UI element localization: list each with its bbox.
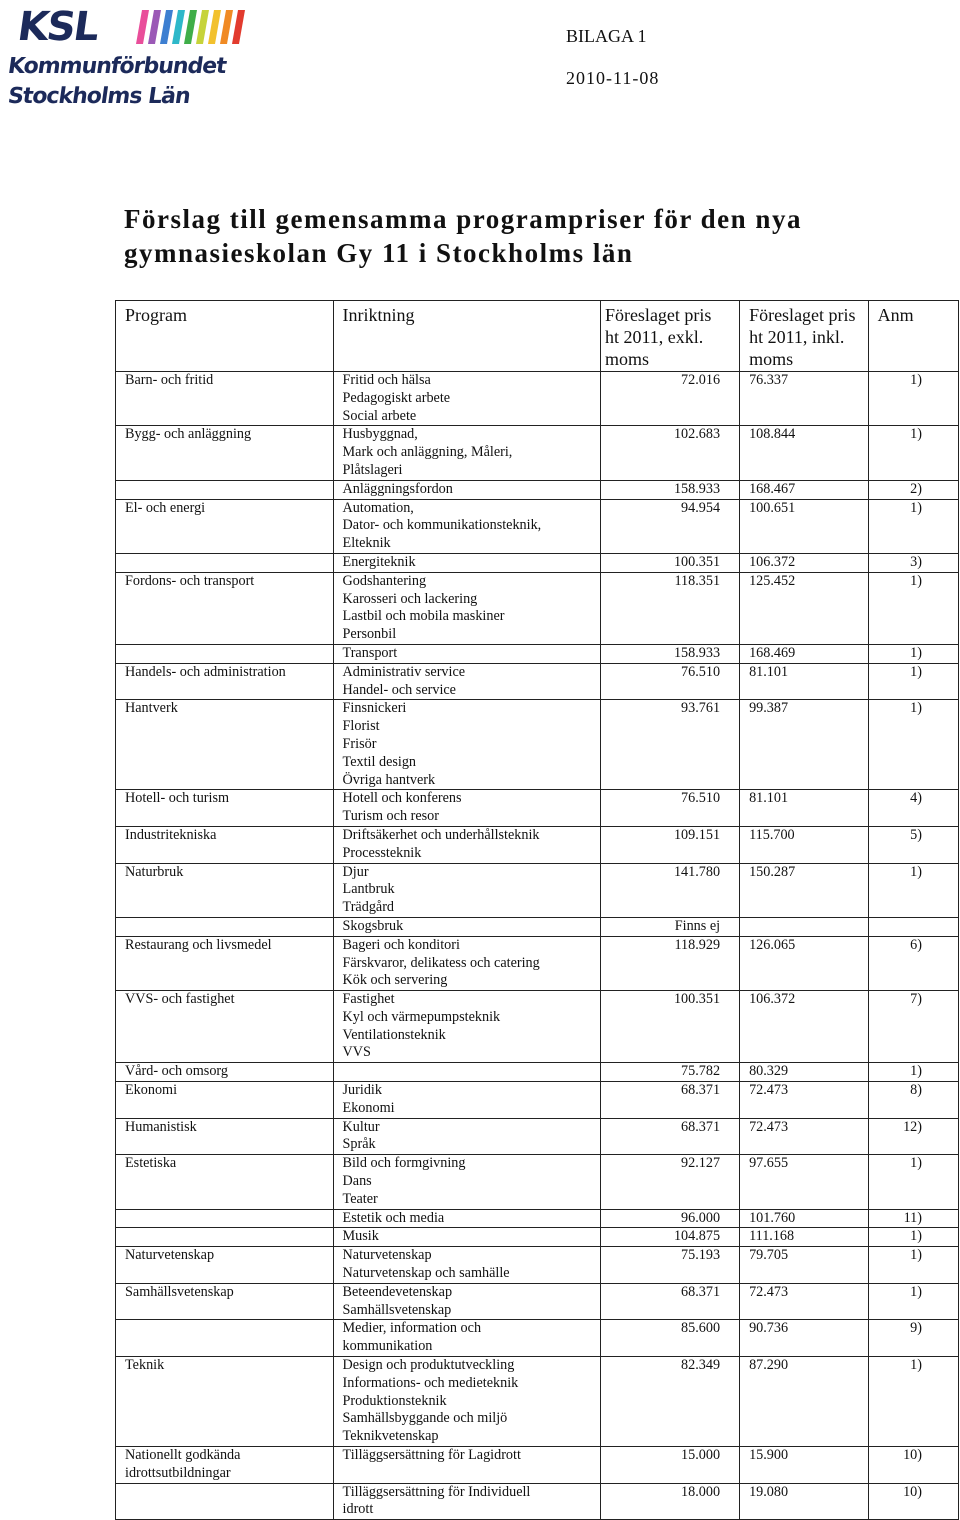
inriktning-cell bbox=[333, 499, 600, 553]
price-inkl-cell: 72.473 bbox=[740, 1082, 869, 1119]
table-row bbox=[116, 1155, 959, 1209]
ksl-logo-stripes bbox=[130, 10, 248, 44]
price-inkl-cell: 15.900 bbox=[740, 1447, 869, 1484]
price-inkl-cell: 108.844 bbox=[740, 426, 869, 480]
cell-line: Estetik och media bbox=[342, 1209, 445, 1226]
anm-cell: 1) bbox=[868, 426, 958, 480]
anm-cell: 9) bbox=[868, 1320, 958, 1357]
price-inkl-cell: 168.467 bbox=[740, 480, 869, 499]
price-exkl-cell: 15.000 bbox=[600, 1447, 739, 1484]
price-exkl-cell: 96.000 bbox=[600, 1209, 739, 1228]
price-inkl-cell: 126.065 bbox=[740, 936, 869, 990]
program-cell bbox=[116, 480, 334, 499]
logo-line-2: Stockholms Län bbox=[6, 84, 192, 109]
inriktning-cell bbox=[333, 863, 600, 917]
cell-line: Frisör bbox=[342, 735, 377, 752]
table-row bbox=[116, 863, 959, 917]
table-row bbox=[116, 480, 959, 499]
anm-cell: 1) bbox=[868, 572, 958, 644]
cell-line: Djur bbox=[342, 863, 369, 880]
anm-cell: 8) bbox=[868, 1082, 958, 1119]
inriktning-cell bbox=[333, 1447, 600, 1484]
price-exkl-cell: 118.929 bbox=[600, 936, 739, 990]
table-row bbox=[116, 499, 959, 553]
inriktning-cell bbox=[333, 644, 600, 663]
price-exkl-cell: 85.600 bbox=[600, 1320, 739, 1357]
price-exkl-cell: 68.371 bbox=[600, 1283, 739, 1320]
anm-cell: 2) bbox=[868, 480, 958, 499]
inriktning-cell bbox=[333, 1209, 600, 1228]
cell-line: Kyl och värmepumpsteknik bbox=[342, 1008, 501, 1025]
program-cell bbox=[116, 1483, 334, 1520]
program-cell bbox=[116, 644, 334, 663]
price-exkl-cell: 94.954 bbox=[600, 499, 739, 553]
cell-line: Finsnickeri bbox=[342, 700, 407, 717]
cell-line: Tilläggsersättning för Individuell bbox=[342, 1483, 531, 1500]
cell-line: Kultur bbox=[342, 1118, 380, 1135]
table-row bbox=[116, 936, 959, 990]
cell-line: Informations- och medieteknik bbox=[342, 1374, 519, 1391]
price-inkl-cell: 101.760 bbox=[740, 1209, 869, 1228]
cell-line: Fastighet bbox=[342, 991, 395, 1008]
anm-cell: 3) bbox=[868, 553, 958, 572]
inriktning-cell bbox=[333, 936, 600, 990]
anm-cell: 5) bbox=[868, 826, 958, 863]
inriktning-cell bbox=[333, 663, 600, 700]
program-cell: Naturbruk bbox=[116, 863, 334, 917]
inriktning-cell bbox=[333, 1082, 600, 1119]
price-exkl-cell: 68.371 bbox=[600, 1082, 739, 1119]
program-cell bbox=[116, 917, 334, 936]
price-inkl-cell: 100.651 bbox=[740, 499, 869, 553]
cell-line: Bageri och konditori bbox=[342, 936, 460, 953]
cell-line: Energiteknik bbox=[342, 553, 416, 570]
cell-line: idrott bbox=[342, 1501, 374, 1518]
cell-line: Lantbruk bbox=[342, 881, 395, 898]
program-cell: Samhällsvetenskap bbox=[116, 1283, 334, 1320]
inriktning-cell bbox=[333, 426, 600, 480]
program-cell: Teknik bbox=[116, 1357, 334, 1447]
cell-line: Processteknik bbox=[342, 844, 422, 861]
ksl-logo-text: KSL bbox=[14, 4, 101, 50]
cell-line: Lastbil och mobila maskiner bbox=[342, 608, 505, 625]
program-cell bbox=[116, 1447, 334, 1484]
document-date: 2010-11-08 bbox=[566, 68, 660, 88]
inriktning-cell bbox=[333, 917, 600, 936]
table-row bbox=[116, 826, 959, 863]
program-cell: VVS- och fastighet bbox=[116, 991, 334, 1063]
inriktning-cell bbox=[333, 553, 600, 572]
anm-cell: 6) bbox=[868, 936, 958, 990]
price-inkl-cell bbox=[740, 917, 869, 936]
table-row bbox=[116, 1447, 959, 1484]
cell-line: VVS bbox=[342, 1044, 371, 1061]
price-inkl-cell: 72.473 bbox=[740, 1118, 869, 1155]
anm-cell: 1) bbox=[868, 1247, 958, 1284]
price-inkl-cell: 115.700 bbox=[740, 826, 869, 863]
table-row bbox=[116, 1063, 959, 1082]
price-exkl-cell: 92.127 bbox=[600, 1155, 739, 1209]
table-row bbox=[116, 700, 959, 790]
header-inriktning: Inriktning bbox=[333, 301, 600, 372]
cell-line: Bild och formgivning bbox=[342, 1155, 466, 1172]
program-cell: Hantverk bbox=[116, 700, 334, 790]
price-inkl-cell: 97.655 bbox=[740, 1155, 869, 1209]
cell-line: Medier, information och bbox=[342, 1320, 482, 1337]
anm-cell bbox=[868, 917, 958, 936]
cell-line: Fritid och hälsa bbox=[342, 372, 431, 388]
program-cell: Handels- och administration bbox=[116, 663, 334, 700]
inriktning-cell bbox=[333, 480, 600, 499]
program-cell bbox=[116, 553, 334, 572]
anm-cell: 1) bbox=[868, 644, 958, 663]
cell-line: Övriga hantverk bbox=[342, 771, 436, 788]
page-title: Förslag till gemensamma programpriser för den nya gymnasieskolan Gy 11 i Stockholms län bbox=[124, 204, 802, 268]
inriktning-cell bbox=[333, 1283, 600, 1320]
cell-line: Husbyggnad, bbox=[342, 426, 418, 443]
price-inkl-cell: 168.469 bbox=[740, 644, 869, 663]
price-inkl-cell: 111.168 bbox=[740, 1228, 869, 1247]
anm-cell: 1) bbox=[868, 1063, 958, 1082]
table-row bbox=[116, 1209, 959, 1228]
table-row bbox=[116, 917, 959, 936]
cell-line: Trädgård bbox=[342, 899, 395, 916]
cell-line: Design och produktutveckling bbox=[342, 1357, 515, 1374]
price-exkl-cell: 104.875 bbox=[600, 1228, 739, 1247]
cell-line: Driftsäkerhet och underhållsteknik bbox=[342, 826, 540, 843]
anm-cell: 1) bbox=[868, 499, 958, 553]
cell-line: Textil design bbox=[342, 753, 417, 770]
cell-line: Handel- och service bbox=[342, 681, 456, 698]
table-row bbox=[116, 1320, 959, 1357]
cell-line: Teater bbox=[342, 1190, 378, 1207]
program-cell bbox=[116, 1209, 334, 1228]
cell-line: Färskvaror, delikatess och catering bbox=[342, 954, 540, 971]
cell-line: Kök och servering bbox=[342, 972, 448, 989]
program-cell bbox=[116, 1320, 334, 1357]
price-inkl-cell: 87.290 bbox=[740, 1357, 869, 1447]
anm-cell: 1) bbox=[868, 863, 958, 917]
cell-line: Samhällsbyggande och miljö bbox=[342, 1410, 508, 1427]
price-inkl-cell: 72.473 bbox=[740, 1283, 869, 1320]
price-exkl-cell: 100.351 bbox=[600, 991, 739, 1063]
program-cell: Restaurang och livsmedel bbox=[116, 936, 334, 990]
cell-line: Ventilationsteknik bbox=[342, 1026, 446, 1043]
anm-cell: 12) bbox=[868, 1118, 958, 1155]
cell-line: kommunikation bbox=[342, 1338, 433, 1355]
table-row bbox=[116, 553, 959, 572]
cell-line: Produktionsteknik bbox=[342, 1392, 447, 1409]
price-exkl-cell: 158.933 bbox=[600, 480, 739, 499]
price-inkl-cell: 81.101 bbox=[740, 790, 869, 827]
price-exkl-cell: 75.193 bbox=[600, 1247, 739, 1284]
price-inkl-cell: 106.372 bbox=[740, 553, 869, 572]
inriktning-cell bbox=[333, 991, 600, 1063]
cell-line: Anläggningsfordon bbox=[342, 480, 453, 497]
price-exkl-cell: 100.351 bbox=[600, 553, 739, 572]
cell-line: Språk bbox=[342, 1136, 376, 1153]
price-exkl-cell: 76.510 bbox=[600, 663, 739, 700]
inriktning-cell bbox=[333, 700, 600, 790]
program-cell: Hotell- och turism bbox=[116, 790, 334, 827]
header-program: Program bbox=[116, 301, 334, 372]
price-inkl-cell: 81.101 bbox=[740, 663, 869, 700]
price-inkl-cell: 125.452 bbox=[740, 572, 869, 644]
cell-line: Ekonomi bbox=[342, 1099, 395, 1116]
price-inkl-cell: 79.705 bbox=[740, 1247, 869, 1284]
inriktning-cell bbox=[333, 826, 600, 863]
cell-line: Automation, bbox=[342, 499, 414, 516]
price-inkl-cell: 150.287 bbox=[740, 863, 869, 917]
cell-line: Pedagogiskt arbete bbox=[342, 389, 451, 406]
anm-cell: 1) bbox=[868, 1155, 958, 1209]
inriktning-cell bbox=[333, 372, 600, 426]
cell-line: Social arbete bbox=[342, 407, 417, 424]
anm-cell: 1) bbox=[868, 1357, 958, 1447]
cell-line: Beteendevetenskap bbox=[342, 1283, 453, 1300]
table-row bbox=[116, 426, 959, 480]
anm-cell: 10) bbox=[868, 1447, 958, 1484]
anm-cell: 10) bbox=[868, 1483, 958, 1520]
cell-line: Transport bbox=[342, 644, 398, 661]
table-row bbox=[116, 663, 959, 700]
inriktning-cell bbox=[333, 1228, 600, 1247]
table-row bbox=[116, 991, 959, 1063]
price-exkl-cell: 68.371 bbox=[600, 1118, 739, 1155]
cell-line: Dans bbox=[342, 1173, 372, 1190]
price-exkl-cell: 102.683 bbox=[600, 426, 739, 480]
cell-line: idrottsutbildningar bbox=[125, 1464, 231, 1481]
table-row bbox=[116, 372, 959, 426]
price-inkl-cell: 76.337 bbox=[740, 372, 869, 426]
cell-line: Naturvetenskap bbox=[342, 1247, 432, 1264]
price-exkl-cell: 109.151 bbox=[600, 826, 739, 863]
cell-line: Samhällsvetenskap bbox=[342, 1301, 452, 1318]
price-inkl-cell: 90.736 bbox=[740, 1320, 869, 1357]
inriktning-cell bbox=[333, 1118, 600, 1155]
program-cell: Fordons- och transport bbox=[116, 572, 334, 644]
anm-cell: 1) bbox=[868, 700, 958, 790]
inriktning-cell bbox=[333, 1063, 600, 1082]
cell-line: Dator- och kommunikationsteknik, bbox=[342, 517, 542, 534]
inriktning-cell bbox=[333, 1247, 600, 1284]
program-cell: Industritekniska bbox=[116, 826, 334, 863]
inriktning-cell bbox=[333, 1357, 600, 1447]
table-row bbox=[116, 1357, 959, 1447]
cell-line: Florist bbox=[342, 718, 380, 735]
anm-cell: 1) bbox=[868, 372, 958, 426]
table-row bbox=[116, 644, 959, 663]
inriktning-cell bbox=[333, 572, 600, 644]
price-inkl-cell: 19.080 bbox=[740, 1483, 869, 1520]
price-exkl-cell: 72.016 bbox=[600, 372, 739, 426]
anm-cell: 11) bbox=[868, 1209, 958, 1228]
header-inkl-moms: Föreslaget pris ht 2011, inkl. moms bbox=[740, 301, 869, 372]
price-table bbox=[115, 300, 959, 1520]
cell-line: Nationellt godkända bbox=[125, 1447, 241, 1464]
price-exkl-cell: 75.782 bbox=[600, 1063, 739, 1082]
program-cell: El- och energi bbox=[116, 499, 334, 553]
cell-line: Naturvetenskap och samhälle bbox=[342, 1265, 510, 1282]
table-row bbox=[116, 1228, 959, 1247]
cell-line: Administrativ service bbox=[342, 663, 466, 680]
cell-line: Godshantering bbox=[342, 572, 427, 589]
cell-line: Tilläggsersättning för Lagidrott bbox=[342, 1447, 521, 1464]
price-exkl-cell: 18.000 bbox=[600, 1483, 739, 1520]
anm-cell: 1) bbox=[868, 1228, 958, 1247]
program-cell: Estetiska bbox=[116, 1155, 334, 1209]
price-inkl-cell: 99.387 bbox=[740, 700, 869, 790]
anm-cell: 4) bbox=[868, 790, 958, 827]
table-row bbox=[116, 1483, 959, 1520]
inriktning-cell bbox=[333, 790, 600, 827]
cell-line: Elteknik bbox=[342, 535, 391, 552]
program-cell: Barn- och fritid bbox=[116, 372, 334, 426]
logo-line-1: Kommunförbundet bbox=[6, 54, 228, 79]
inriktning-cell bbox=[333, 1320, 600, 1357]
cell-line: Musik bbox=[342, 1228, 379, 1245]
inriktning-cell bbox=[333, 1483, 600, 1520]
program-cell: Ekonomi bbox=[116, 1082, 334, 1119]
cell-line: Personbil bbox=[342, 626, 397, 643]
table-row bbox=[116, 1247, 959, 1284]
anm-cell: 1) bbox=[868, 663, 958, 700]
price-exkl-cell: 118.351 bbox=[600, 572, 739, 644]
table-row bbox=[116, 572, 959, 644]
price-exkl-cell: 93.761 bbox=[600, 700, 739, 790]
program-cell: Humanistisk bbox=[116, 1118, 334, 1155]
price-inkl-cell: 106.372 bbox=[740, 991, 869, 1063]
cell-line: Juridik bbox=[342, 1082, 382, 1099]
program-cell: Naturvetenskap bbox=[116, 1247, 334, 1284]
program-cell: Vård- och omsorg bbox=[116, 1063, 334, 1082]
anm-cell: 1) bbox=[868, 1283, 958, 1320]
price-exkl-cell: 141.780 bbox=[600, 863, 739, 917]
program-cell bbox=[116, 1228, 334, 1247]
cell-line: Karosseri och lackering bbox=[342, 590, 478, 607]
price-exkl-cell: 82.349 bbox=[600, 1357, 739, 1447]
cell-line: Hotell och konferens bbox=[342, 790, 462, 807]
cell-line: Teknikvetenskap bbox=[342, 1428, 439, 1445]
cell-line: Mark och anläggning, Måleri, bbox=[342, 444, 513, 461]
header-anm: Anm bbox=[868, 301, 958, 372]
table-row bbox=[116, 1082, 959, 1119]
table-header-row bbox=[116, 301, 959, 372]
table-row bbox=[116, 790, 959, 827]
inriktning-cell bbox=[333, 1155, 600, 1209]
anm-cell: 7) bbox=[868, 991, 958, 1063]
cell-line: Skogsbruk bbox=[342, 917, 404, 934]
table-row bbox=[116, 1283, 959, 1320]
header-exkl-moms: Föreslaget pris ht 2011, exkl. moms bbox=[600, 301, 739, 372]
price-exkl-cell: 158.933 bbox=[600, 644, 739, 663]
price-exkl-cell: 76.510 bbox=[600, 790, 739, 827]
price-inkl-cell: 80.329 bbox=[740, 1063, 869, 1082]
ksl-logo bbox=[6, 4, 246, 114]
cell-line: Turism och resor bbox=[342, 808, 439, 825]
table-row bbox=[116, 1118, 959, 1155]
program-cell: Bygg- och anläggning bbox=[116, 426, 334, 480]
cell-line: Plåtslageri bbox=[342, 461, 403, 478]
price-exkl-cell: Finns ej bbox=[600, 917, 739, 936]
bilaga-label: BILAGA 1 bbox=[566, 26, 647, 46]
